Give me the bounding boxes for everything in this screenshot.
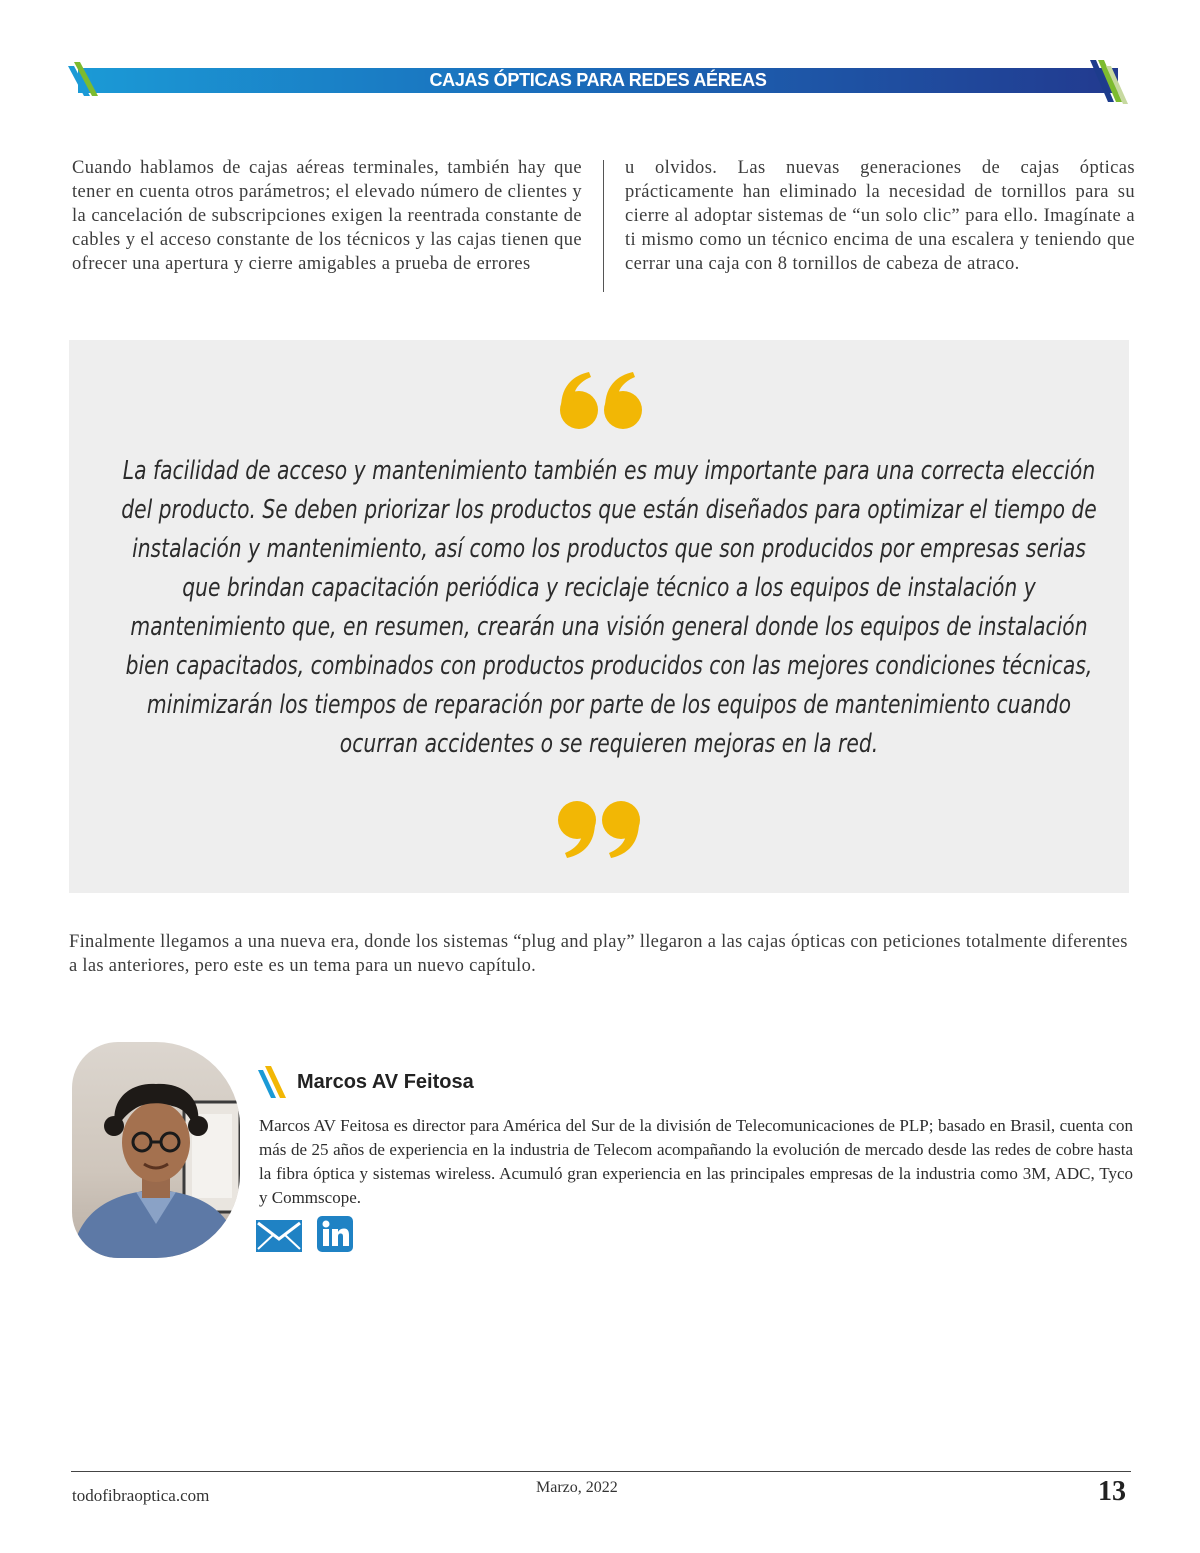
page-number: 13 — [1098, 1476, 1126, 1507]
intro-column-left: Cuando hablamos de cajas aéreas terminales, también hay que tener en cuenta otros parámetros; el elevado número de clientes y la cancelación de subscripciones exigen la reentrada constante de cables y el acceso constante de los técnicos y las cajas tienen que ofrecer una apertura y cierre amigables a prueba de errores — [72, 158, 582, 274]
quote-text: La facilidad de acceso y mantenimiento también es muy importante para una correcta elección del producto. Se deben priorizar los productos que están diseñados para optimizar el tiempo de instalación y mantenimiento, así como los productos que son producidos por empresas serias que brindan capacitación periódica y reciclaje técnico a los equipos de instalación y mantenimiento que, en resumen, crearán una visión general donde los equipos de instalación bien capacitados, combinados con productos producidos con las mejores condiciones técnicas, minimizarán los tiempos de reparación por parte de los equipos de mantenimiento cuando ocurran accidentes o se requieren mejoras en la red. — [121, 456, 1097, 759]
mail-icon[interactable] — [256, 1220, 302, 1252]
author-name: Marcos AV Feitosa — [297, 1071, 474, 1093]
open-quote-icon — [559, 372, 645, 430]
footer-date: Marzo, 2022 — [536, 1479, 618, 1496]
author-photo — [72, 1042, 240, 1258]
close-quote-icon — [555, 800, 641, 858]
closing-paragraph: Finalmente llegamos a una nueva era, donde los sistemas “plug and play” llegaron a las cajas ópticas con peticiones totalmente diferentes a las anteriores, pero este es un tema para un nuevo capítulo. — [69, 932, 1128, 976]
footer-divider — [71, 1471, 1131, 1472]
stripe-decoration-left — [68, 62, 102, 98]
column-divider — [603, 160, 604, 292]
header-band — [78, 68, 1118, 93]
pull-quote-box — [69, 340, 1129, 893]
stripe-decoration-right — [1084, 58, 1132, 106]
author-bio: Marcos AV Feitosa es director para América del Sur de la división de Telecomunicaciones de PLP; basado en Brasil, cuenta con más de 25 años de experiencia en la industria de Telecom acompañando la evolución de mercado desde las redes de cobre hasta la fibra óptica y sistemas wireless. Acumuló gran experiencia en las principales empresas de la industria como 3M, ADC, Tyco y Commscope. — [259, 1116, 1133, 1207]
linkedin-icon[interactable] — [317, 1216, 353, 1252]
footer-website-link[interactable]: todofibraoptica.com — [72, 1486, 210, 1505]
section-title: CAJAS ÓPTICAS PARA REDES AÉREAS — [429, 70, 767, 90]
intro-column-right: u olvidos. Las nuevas generaciones de cajas ópticas prácticamente han eliminado la necesidad de tornillos para su cierre al adoptar sistemas de “un solo clic” para ello. Imagínate a ti mismo como un técnico encima de una escalera y teniendo que cerrar una caja con 8 tornillos de cabeza de atraco. — [625, 158, 1135, 274]
author-accent-icon — [258, 1066, 288, 1100]
